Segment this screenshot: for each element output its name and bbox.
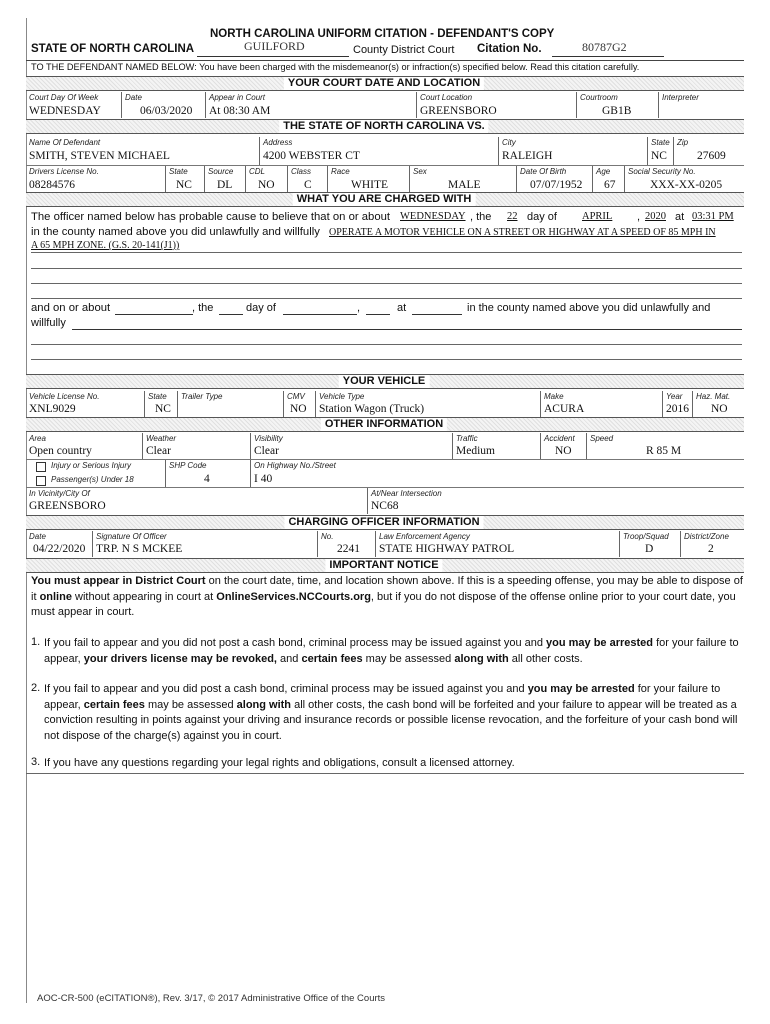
notice-section-title: IMPORTANT NOTICE	[325, 559, 442, 572]
cdl-label: CDL	[249, 167, 266, 176]
hazmat-label: Haz. Mat.	[696, 392, 731, 401]
second-dayof: day of	[246, 302, 276, 314]
signature-label: Signature Of Officer	[96, 532, 167, 541]
notice-paragraph-3: If you have any questions regarding your legal rights and obligations, consult a licensed attorney.	[44, 757, 515, 769]
vicinity: GREENSBORO	[29, 500, 106, 512]
interpreter-label: Interpreter	[662, 93, 699, 102]
shp-label: SHP Code	[169, 461, 207, 470]
vehicle-state-label: State	[148, 392, 167, 401]
vehicle-section-bar	[26, 374, 744, 389]
charge-at: at	[675, 211, 685, 223]
year-label: Year	[666, 392, 683, 401]
zip-label: Zip	[677, 138, 689, 147]
date-of-birth: 07/07/1952	[530, 179, 583, 191]
passengers-checkbox[interactable]	[36, 476, 46, 486]
visibility-label: Visibility	[254, 434, 283, 443]
charge-intro: The officer named below has probable cause to believe that on or about	[31, 211, 391, 223]
notice-number-2: 2.	[31, 682, 41, 694]
court-section-bar	[26, 76, 744, 91]
charge-section-title: WHAT YOU ARE CHARGED WITH	[293, 193, 476, 206]
notice-number-3: 3.	[31, 756, 41, 768]
cmv: NO	[290, 403, 307, 415]
trailer-label: Trailer Type	[181, 392, 223, 401]
offense-month: APRIL	[582, 211, 613, 222]
offense-weekday: WEDNESDAY	[400, 211, 466, 222]
source: DL	[217, 179, 233, 191]
vehicle-year: 2016	[666, 403, 689, 415]
court-location: GREENSBORO	[420, 105, 497, 117]
ssn-label: Social Security No.	[628, 167, 696, 176]
form-title: NORTH CAROLINA UNIFORM CITATION - DEFENDANT'S COPY	[210, 28, 555, 40]
second-the: , the	[192, 302, 214, 314]
source-label: Source	[208, 167, 234, 176]
zip: 27609	[697, 150, 726, 162]
address: 4200 WEBSTER CT	[263, 150, 360, 162]
officer-no-label: No.	[321, 532, 334, 541]
court-date: 06/03/2020	[140, 105, 193, 117]
other-section-bar	[26, 417, 744, 432]
plate-label: Vehicle License No.	[29, 392, 100, 401]
vehicle-section-title: YOUR VEHICLE	[339, 375, 430, 388]
court-day-label: Court Day Of Week	[29, 93, 99, 102]
age: 67	[604, 179, 616, 191]
second-tail: in the county named above you did unlawfully and	[467, 302, 711, 314]
officer-section-title: CHARGING OFFICER INFORMATION	[284, 516, 483, 529]
sex: MALE	[448, 179, 481, 191]
offense-description-1: OPERATE A MOTOR VEHICLE ON A STREET OR HIGHWAY AT A SPEED OF 85 MPH IN	[329, 227, 716, 238]
cmv-label: CMV	[287, 392, 305, 401]
notice-paragraph-2: If you fail to appear and you did post a cash bond, criminal process may be issued against you and you may be arrested for your failure to appear, certain fees may be assessed along with all other costs, the cash bond will be forfeited and your failure to appear will be treated as a conviction resulting in points against your driving and insurance records or possible license revocation, and the forfeiture of your cash bond will not dispose of the charge(s) against you in court.	[44, 683, 738, 742]
district-label: District/Zone	[684, 532, 729, 541]
district: 2	[708, 543, 714, 555]
courtroom: GB1B	[602, 105, 632, 117]
notice-line: TO THE DEFENDANT NAMED BELOW: You have been charged with the misdemeanor(s) or infraction(s) specified below. Read this citation carefully.	[31, 62, 640, 72]
agency: STATE HIGHWAY PATROL	[379, 543, 515, 555]
make: ACURA	[544, 403, 585, 415]
vehicle-state: NC	[155, 403, 171, 415]
intersection: NC68	[371, 500, 399, 512]
hazmat: NO	[711, 403, 728, 415]
class-label: Class	[291, 167, 312, 176]
court-location-label: Court Location	[420, 93, 473, 102]
shp-code: 4	[204, 473, 210, 485]
vehicle-type-label: Vehicle Type	[319, 392, 365, 401]
court-section-title: YOUR COURT DATE AND LOCATION	[284, 77, 484, 90]
highway: I 40	[254, 473, 273, 485]
charge-the: , the	[470, 211, 492, 223]
county-label: County District Court	[353, 44, 455, 56]
vicinity-label: In Vicinity/City Of	[29, 489, 90, 498]
citation-page: NORTH CAROLINA UNIFORM CITATION - DEFENDANT'S COPY STATE OF NORTH CAROLINA GUILFORD County District Court Citation No. 80787G2 TO THE DEFENDANT NAMED BELOW: You have been charged with the misdemeanor(s) or infraction(s) specified below. Read this citation carefully. YOUR COURT DATE AND LOCATION Court Day Of Week WEDNESDAY Date 06/03/2020 Appear in Court At 08:30 AM Court Location GREENSBORO Courtroom GB1B Interpreter THE STATE OF NORTH CAROLINA VS. Name Of Defendant SMITH, STEVEN MICHAEL Address 4200 WEBSTER CT City RALEIGH State NC Zip 27609 Drivers License No. 08284576 State NC Source DL CDL NO Class C Race WHITE Sex MALE Date Of Birth 07/07/1952 Age 67 Social Security No. XXX-XX-0205 WHAT YOU ARE CHARGED WITH The officer named below has probable cause to believe that on or about WEDNESDAY , the 22 day of APRIL , 2020 at 03:31 PM in the county named above you did unlawfully and willfully OPERATE A MOTOR VEHICLE ON A STREET OR HIGHWAY AT A SPEED OF 85 MPH IN A 65 MPH ZONE. (G.S. 20-141(J1)) and on or about , the day of , at in the county named above you did unlawfully and willfully YOUR VEHICLE Vehicle License No. XNL9029 State NC Trailer Type CMV NO Vehicle Type Station Wagon (Truck) Make ACURA Year 2016 Haz. Mat. NO OTHER INFORMATION Area Open country Weather Clear Visibility Clear Traffic Medium Accident NO Speed R 85 M Injury or Serious Injury Passenger(s) Under 18 SHP Code 4 On Highway No./Street I 40 In Vicinity/City Of GREENSBORO At/Near Intersection NC68 CHARGING OFFICER INFORMATION Date 04/22/2020 Signature Of Officer TRP. N S MCKEE No. 2241 Law Enforcement Agency STATE HIGHWAY PATROL Troop/Squad D District/Zone 2 IMPORTANT NOTICE You must appear in District Court on the court date, time, and location shown above. If this is a speeding offense, you may be able to dispose of it online without appearing in court at OnlineServices.NCCourts.org, but if you do not dispose of the offense online prior to your court date, you must appear in court. 1. If you fail to appear and you did not post a cash bond, criminal process may be issued against you and you may be arrested for your failure to appear, your drivers license may be revoked, and certain fees may be assessed along with all other costs. 2. If you fail to appear and you did post a cash bond, criminal process may be issued against you and you may be arrested for your failure to appear, certain fees may be assessed along with all other costs, the cash bond will be forfeited and your failure to appear will be treated as a conviction resulting in points against your driving and insurance records or possible license revocation, and the forfeiture of your cash bond will not dispose of the charge(s) against you in court. 3. If you have any questions regarding your legal rights and obligations, consult a licensed attorney. AOC-CR-500 (eCITATION®), Rev. 3/17, © 2017 Administrative Office of the Courts	[0, 0, 770, 1024]
officer-date-label: Date	[29, 532, 46, 541]
citation-label: Citation No.	[477, 43, 542, 55]
plate: XNL9029	[29, 403, 76, 415]
citation-number: 80787G2	[582, 40, 627, 54]
vehicle-type: Station Wagon (Truck)	[319, 403, 425, 415]
traffic: Medium	[456, 445, 495, 457]
officer-number: 2241	[337, 543, 360, 555]
notice-paragraph-1: If you fail to appear and you did not post a cash bond, criminal process may be issued against you and you may be arrested for your failure to appear, your drivers license may be revoked, and certain fees may be assessed along with all other costs.	[44, 637, 739, 665]
defendant-name-label: Name Of Defendant	[29, 138, 101, 147]
city: RALEIGH	[502, 150, 553, 162]
offense-time: 03:31 PM	[692, 211, 734, 222]
county-value: GUILFORD	[244, 39, 305, 53]
dob-label: Date Of Birth	[520, 167, 567, 176]
charge-line2: in the county named above you did unlawfully and willfully	[31, 226, 320, 238]
dl-label: Drivers License No.	[29, 167, 99, 176]
dl-state-label: State	[169, 167, 188, 176]
make-label: Make	[544, 392, 564, 401]
troop-label: Troop/Squad	[623, 532, 669, 541]
court-day: WEDNESDAY	[29, 105, 101, 117]
officer-section-bar	[26, 515, 744, 530]
sex-label: Sex	[413, 167, 427, 176]
offense-day: 22	[507, 211, 518, 222]
weather-label: Weather	[146, 434, 177, 443]
willfully: willfully	[31, 317, 66, 329]
race: WHITE	[351, 179, 389, 191]
appear-time: At 08:30 AM	[209, 105, 271, 117]
drivers-license: 08284576	[29, 179, 75, 191]
notice-number-1: 1.	[31, 636, 41, 648]
address-label: Address	[263, 138, 293, 147]
license-class: C	[304, 179, 312, 191]
accident-label: Accident	[544, 434, 575, 443]
court-date-label: Date	[125, 93, 142, 102]
injury-checkbox[interactable]	[36, 462, 46, 472]
area-label: Area	[29, 434, 46, 443]
troop: D	[645, 543, 654, 555]
speed: R 85 M	[646, 445, 682, 457]
visibility: Clear	[254, 445, 279, 457]
officer-signature: TRP. N S MCKEE	[96, 543, 183, 555]
other-section-title: OTHER INFORMATION	[321, 418, 447, 431]
weather: Clear	[146, 445, 171, 457]
intersection-label: At/Near Intersection	[371, 489, 442, 498]
offense-year: 2020	[645, 211, 666, 222]
defendant-section-title: THE STATE OF NORTH CAROLINA VS.	[279, 120, 488, 133]
traffic-label: Traffic	[456, 434, 478, 443]
charge-section-bar	[26, 192, 744, 207]
second-charge-intro: and on or about	[31, 302, 111, 314]
ssn: XXX-XX-0205	[650, 179, 723, 191]
notice-paragraph-main: You must appear in District Court on the court date, time, and location shown above. If this is a speeding offense, you may be able to dispose of it online without appearing in court at OnlineServices.NCCourts.org, but if you do not dispose of the offense online prior to your court date, you must appear in court.	[31, 575, 743, 618]
cdl: NO	[258, 179, 275, 191]
form-footer: AOC-CR-500 (eCITATION®), Rev. 3/17, © 2017 Administrative Office of the Courts	[37, 993, 386, 1004]
injury-label: Injury or Serious Injury	[51, 461, 132, 470]
state: NC	[651, 150, 667, 162]
notice-section-bar	[26, 558, 744, 573]
defendant-section-bar	[26, 119, 744, 134]
appear-label: Appear in Court	[209, 93, 266, 102]
courtroom-label: Courtroom	[580, 93, 618, 102]
charge-dayof: day of	[527, 211, 557, 223]
age-label: Age	[596, 167, 611, 176]
offense-description-2: A 65 MPH ZONE. (G.S. 20-141(J1))	[31, 240, 180, 251]
agency-label: Law Enforcement Agency	[379, 532, 470, 541]
highway-label: On Highway No./Street	[254, 461, 336, 470]
state-label-field: State	[651, 138, 670, 147]
officer-date: 04/22/2020	[33, 543, 86, 555]
area: Open country	[29, 445, 92, 457]
dl-state: NC	[176, 179, 192, 191]
defendant-name: SMITH, STEVEN MICHAEL	[29, 150, 170, 162]
speed-label: Speed	[590, 434, 614, 443]
accident: NO	[555, 445, 572, 457]
second-at: at	[397, 302, 407, 314]
passengers-label: Passenger(s) Under 18	[51, 475, 134, 484]
city-label: City	[502, 138, 516, 147]
race-label: Race	[331, 167, 350, 176]
state-label: STATE OF NORTH CAROLINA	[31, 43, 195, 55]
